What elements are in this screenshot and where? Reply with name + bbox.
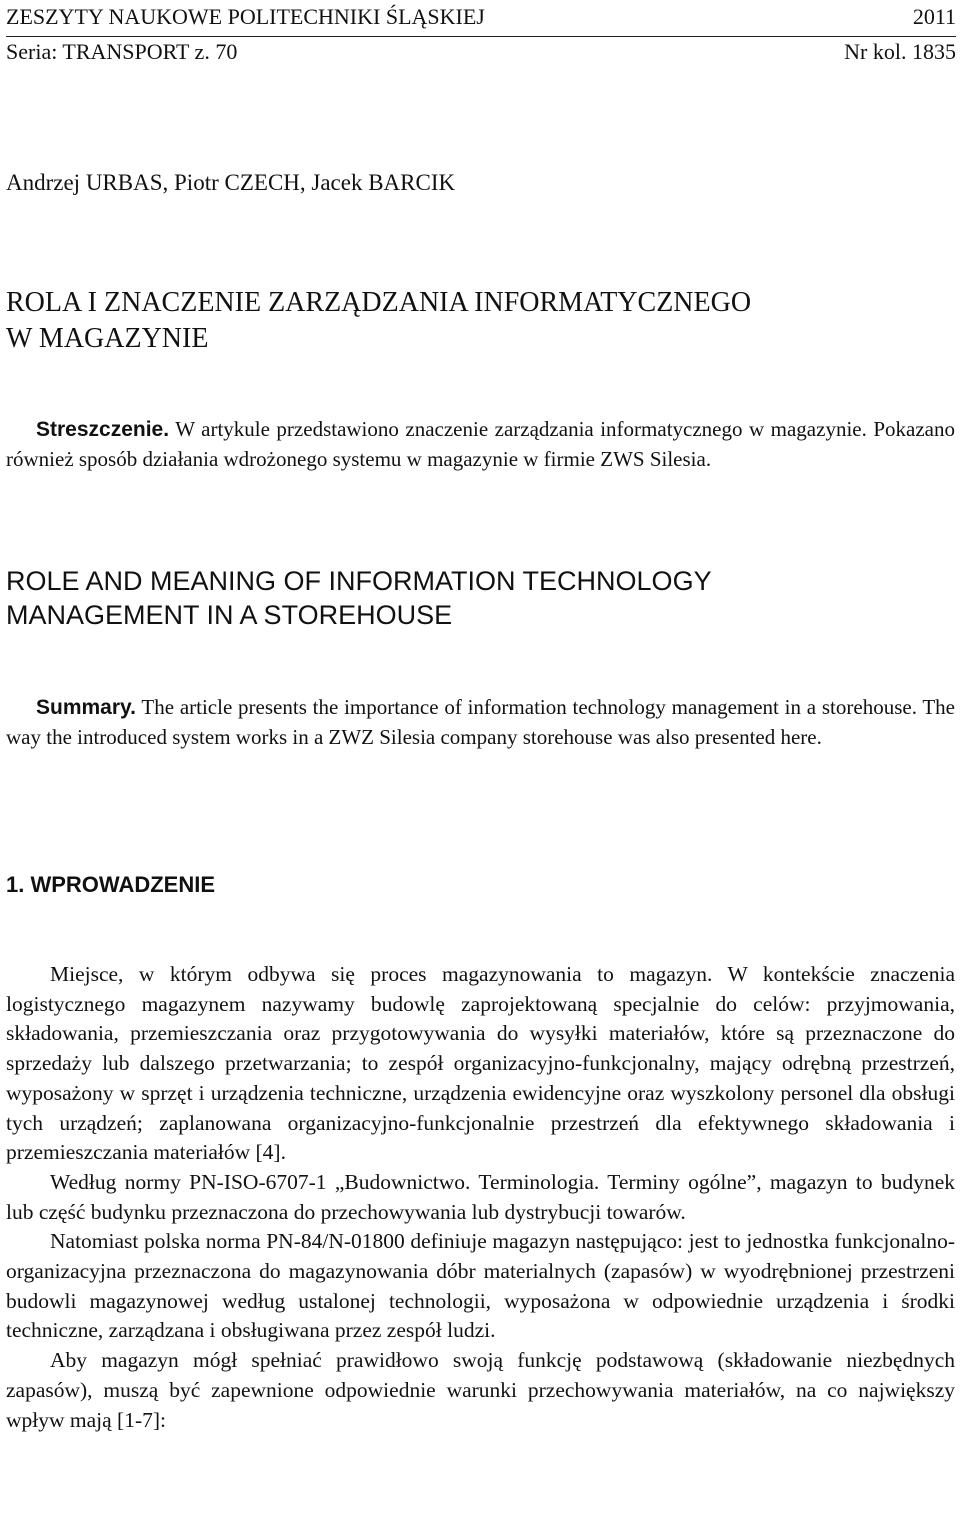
journal-series: Seria: TRANSPORT z. 70: [6, 39, 238, 64]
abstract-polish-text: W artykule przedstawiono znaczenie zarządzania informatycznego w magazynie. Pokazano również sposób działania wdrożonego systemu w magazynie w firmie ZWS Silesia.: [6, 417, 955, 471]
title-polish: [6, 285, 946, 357]
abstract-english: [6, 693, 955, 752]
abstract-polish-label: Streszczenie.: [36, 418, 170, 441]
paragraph: Według normy PN-ISO-6707-1 „Budownictwo. Terminologia. Terminy ogólne”, magazyn to budynek lub część budynku przeznaczona do przechowywania lub dystrybucji towarów.: [6, 1169, 955, 1224]
paragraph: Natomiast polska norma PN-84/N-01800 definiuje magazyn następująco: jest to jednostka funkcjonalno-organizacyjna przeznaczona do magazynowania dóbr materialnych (zapasów) w wyodrębnionej przestrzeni budowli magazynowej według ustalonej technologii, wyposażona w odpowiednie urządzenia i środki techniczne, zarządzana i obsługiwana przez zespół ludzi.: [6, 1229, 955, 1343]
section-body: [6, 960, 955, 1435]
title-english-line-1: ROLE AND MEANING OF INFORMATION TECHNOLOGY: [6, 566, 712, 596]
journal-header: [6, 4, 956, 30]
title-polish-line-1: ROLA I ZNACZENIE ZARZĄDZANIA INFORMATYCZNEGO: [6, 287, 752, 318]
journal-name: ZESZYTY NAUKOWE POLITECHNIKI ŚLĄSKIEJ: [6, 4, 485, 29]
abstract-english-label: Summary.: [36, 696, 136, 719]
paragraph: Aby magazyn mógł spełniać prawidłowo swoją funkcję podstawową (składowanie niezbędnych zapasów), muszą być zapewnione odpowiednie warunki przechowywania materiałów, na co największy wpływ mają [1-7]:: [6, 1348, 955, 1432]
paragraph: Miejsce, w którym odbywa się proces magazynowania to magazyn. W kontekście znaczenia logistycznego magazynem nazywamy budowlę zaprojektowaną specjalnie do celów: przyjmowania, składowania, przemieszczania oraz przygotowywania do wysyłki materiałów, które są przeznaczone do sprzedaży lub dalszego przetwarzania; to zespół organizacyjno-funkcjonalny, mający odrębną przestrzeń, wyposażony w sprzęt i urządzenia techniczne, urządzenia ewidencyjne oraz wyszkolony personel dla obsługi tych urządzeń; zaplanowana organizacyjno-funkcjonalnie przestrzeń dla efektywnego składowania i przemieszczania materiałów [4].: [6, 962, 955, 1165]
series-header: [6, 36, 956, 65]
authors: Andrzej URBAS, Piotr CZECH, Jacek BARCIK: [6, 170, 456, 195]
journal-year: 2011: [912, 4, 956, 29]
abstract-english-text: The article presents the importance of information technology management in a storehouse. The way the introduced system works in a ZWZ Silesia company storehouse was also presented here.: [6, 695, 955, 749]
title-english: [6, 564, 946, 632]
section-heading: 1. WPROWADZENIE: [6, 872, 216, 897]
abstract-polish: [6, 415, 955, 474]
journal-number: Nr kol. 1835: [844, 39, 956, 64]
title-english-line-2: MANAGEMENT IN A STOREHOUSE: [6, 600, 453, 630]
title-polish-line-2: W MAGAZYNIE: [6, 323, 209, 354]
